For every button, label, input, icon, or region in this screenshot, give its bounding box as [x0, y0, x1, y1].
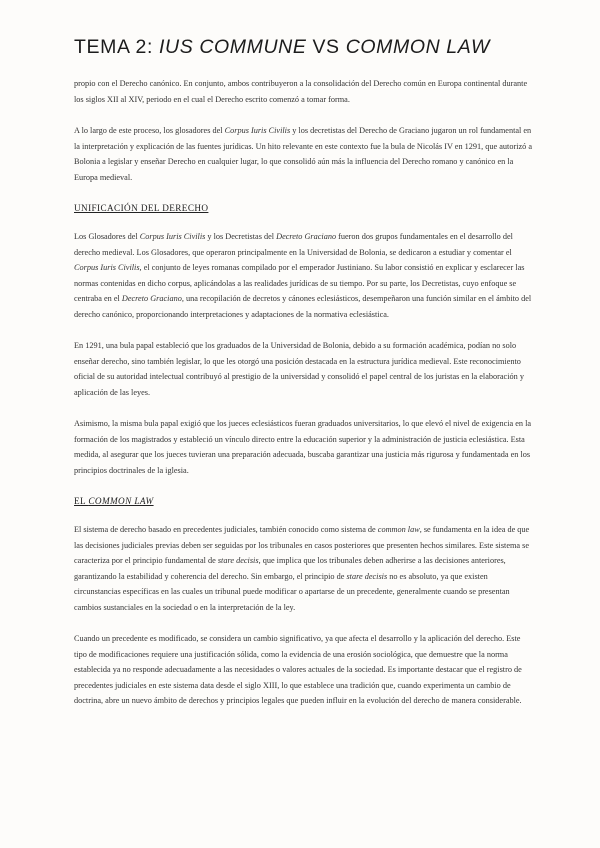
title-connector: VS: [306, 36, 346, 58]
intro-paragraph-1: propio con el Derecho canónico. En conjunto, ambos contribuyeron a la consolidación del Derecho común en Europa continental durante los siglos XII al XIV, periodo en el cual el Derecho escrito comenzó a tomar forma.: [74, 79, 528, 104]
common-law-paragraph-2: Cuando un precedente es modificado, se considera un cambio significativo, ya que afecta el desarrollo y la aplicación del derecho. Este tipo de modificaciones requiere una justificación sólida, como la evidencia de una erosión sociológica, que demuestre que la norma establecida ya no responde adecuadamente a las necesidades o valores actuales de la sociedad. Es importante destacar que el registro de precedentes judiciales en este sistema data desde el siglo XIII, lo que establece una tradición que, cuando experimenta un cambio de doctrina, abre un nuevo ámbito de derechos y principios legales que pueden influir en la evolución del derecho de manera considerable.: [74, 634, 522, 705]
page-title: [74, 36, 490, 59]
section-heading-common-law: EL COMMON LAW: [74, 496, 154, 506]
unificacion-paragraph-1: Los Glosadores del Corpus Iuris Civilis y los Decretistas del Decreto Graciano fueron dos grupos fundamentales en el desarrollo del derecho medieval. Los Glosadores, que operaron principalmente en la Universidad de Bolonia, se dedicaron a estudiar y comentar el Corpus Iuris Civilis, el conjunto de leyes romanas compilado por el emperador Justiniano. Su labor consistió en explicar y esclarecer las normas contenidas en dicho corpus, aplicándolas a las realidades jurídicas de su tiempo. Por su parte, los Decretistas, cuyo enfoque se centraba en el Decreto Graciano, una recopilación de decretos y cánones eclesiásticos, desempeñaron una función similar en el ámbito del derecho canónico, proporcionando interpretaciones y adaptaciones de la normativa eclesiástica.: [74, 232, 532, 319]
unificacion-paragraph-3: Asimismo, la misma bula papal exigió que los jueces eclesiásticos fueran graduados universitarios, lo que elevó el nivel de exigencia en la formación de los magistrados y estableció un vínculo directo entre la educación superior y la administración de justicia eclesiástica. Esta medida, al asegurar que los jueces tuvieran una preparación adecuada, buscaba garantizar una justicia más rigurosa y fundamentada en los principios doctrinales de la iglesia.: [74, 419, 532, 475]
intro-paragraph-2: A lo largo de este proceso, los glosadores del Corpus Iuris Civilis y los decretistas del Derecho de Graciano jugaron un rol fundamental en la interpretación y explicación de las fuentes jurídicas. Un hito relevante en este contexto fue la bula de Nicolás IV en 1291, que autorizó a Bolonia a legislar y enseñar Derecho en cualquier lugar, lo que consolidó aún más la influencia del Derecho romano y canónico en la Europa medieval.: [74, 126, 533, 182]
document-body: [74, 76, 534, 725]
section-heading-unificacion: UNIFICACIÓN DEL DERECHO: [74, 203, 209, 213]
title-term-ius-commune: IUS COMMUNE: [159, 36, 307, 58]
title-term-common-law: COMMON LAW: [345, 36, 490, 58]
title-prefix: TEMA 2:: [74, 36, 159, 58]
unificacion-paragraph-2: En 1291, una bula papal estableció que los graduados de la Universidad de Bolonia, debido a su formación académica, podían no solo enseñar derecho, sino también legislar, lo que les otorgó una posición destacada en la estructura jurídica medieval. Este reconocimiento oficial de su autoridad intelectual contribuyó al prestigio de la universidad y consolidó el papel central de los juristas en la elaboración y aplicación de las leyes.: [74, 341, 524, 397]
common-law-paragraph-1: El sistema de derecho basado en precedentes judiciales, también conocido como sistema de common law, se fundamenta en la idea de que las decisiones judiciales previas deben ser seguidas por los tribunales en casos posteriores que presenten hechos similares. Este sistema se caracteriza por el principio fundamental de stare decisis, que implica que los tribunales deben adherirse a las decisiones anteriores, garantizando la estabilidad y coherencia del derecho. Sin embargo, el principio de stare decisis no es absoluto, ya que existen circunstancias específicas en las cuales un tribunal puede modificar o apartarse de un precedente, generalmente cuando se presentan cambios sustanciales en la sociedad o en la interpretación de la ley.: [74, 525, 530, 612]
